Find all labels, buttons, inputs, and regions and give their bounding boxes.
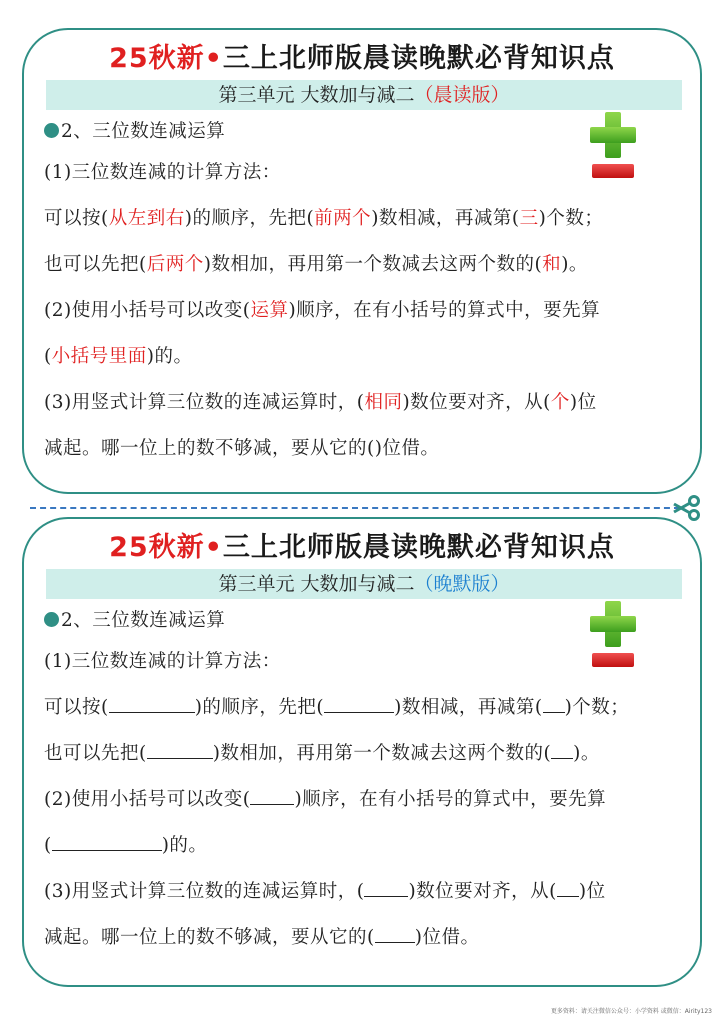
teal-dot-icon (44, 612, 59, 627)
answer: 从左到右 (108, 208, 185, 229)
answer: 相同 (364, 392, 403, 413)
section-heading: 2、三位数连减运算 (44, 603, 684, 639)
line-borrow: 减起。哪一位上的数不够减，要从它的()位借。 (44, 438, 440, 459)
blank[interactable] (557, 880, 579, 897)
morning-card (22, 28, 702, 494)
section-heading: 2、三位数连减运算 (44, 114, 684, 150)
answer: 前两个 (314, 208, 372, 229)
card-title (24, 525, 700, 564)
line-brackets: (2)使用小括号可以改变( )顺序，在有小括号的算式中，要先算 (44, 789, 607, 810)
title-prefix: 秋新 (148, 532, 205, 563)
unit-label: 第三单元 大数加与减二 (218, 84, 415, 106)
content-body (44, 603, 684, 961)
method-title: (1)三位数连减的计算方法： (44, 651, 281, 672)
title-number: 25 (109, 532, 149, 563)
answer: 三 (519, 208, 539, 229)
blank[interactable] (109, 696, 195, 713)
title-text: 三上北师版晨读晚默必背知识点 (222, 532, 615, 563)
scissors-icon (672, 495, 702, 521)
answer: 小括号里面 (51, 346, 147, 367)
unit-bar (46, 80, 682, 110)
version-label: （晨读版） (414, 84, 510, 106)
line-alternative: 也可以先把(后两个)数相加，再用第一个数减去这两个数的(和)。 (44, 254, 588, 275)
answer: 个 (550, 392, 570, 413)
blank[interactable] (551, 742, 573, 759)
blank[interactable] (52, 834, 162, 851)
line-vertical: (3)用竖式计算三位数的连减运算时，(相同)数位要对齐，从(个)位 (44, 392, 597, 413)
content-body (44, 114, 684, 472)
cut-line (30, 507, 680, 509)
evening-card (22, 517, 702, 987)
line-borrow: 减起。哪一位上的数不够减，要从它的( )位借。 (44, 927, 480, 948)
blank[interactable] (364, 880, 408, 897)
version-label: （晚默版） (414, 573, 510, 595)
card-title (24, 36, 700, 75)
unit-label: 第三单元 大数加与减二 (218, 573, 415, 595)
title-dot: • (204, 43, 223, 74)
line-vertical: (3)用竖式计算三位数的连减运算时，( )数位要对齐，从( )位 (44, 881, 606, 902)
line-alternative: 也可以先把( )数相加，再用第一个数减去这两个数的( )。 (44, 743, 600, 764)
blank[interactable] (375, 926, 415, 943)
footer-note: 更多资料：请关注微信公众号：小学资料 或微信：Airity123 (550, 1008, 712, 1015)
title-text: 三上北师版晨读晚默必背知识点 (222, 43, 615, 74)
answer: 和 (542, 254, 562, 275)
blank[interactable] (543, 696, 565, 713)
title-dot: • (204, 532, 223, 563)
line-brackets-cont: ( )的。 (44, 835, 208, 856)
answer: 后两个 (146, 254, 204, 275)
line-brackets: (2)使用小括号可以改变(运算)顺序，在有小括号的算式中，要先算 (44, 300, 601, 321)
title-number: 25 (109, 43, 149, 74)
unit-bar (46, 569, 682, 599)
answer: 运算 (250, 300, 289, 321)
blank[interactable] (324, 696, 394, 713)
line-order: 可以按(从左到右)的顺序，先把(前两个)数相减，再减第(三)个数； (44, 208, 604, 229)
line-brackets-cont: (小括号里面)的。 (44, 346, 193, 367)
line-order: 可以按( )的顺序，先把( )数相减，再减第( )个数； (44, 697, 630, 718)
title-prefix: 秋新 (148, 43, 205, 74)
method-title: (1)三位数连减的计算方法： (44, 162, 281, 183)
blank[interactable] (250, 788, 294, 805)
teal-dot-icon (44, 123, 59, 138)
blank[interactable] (147, 742, 213, 759)
